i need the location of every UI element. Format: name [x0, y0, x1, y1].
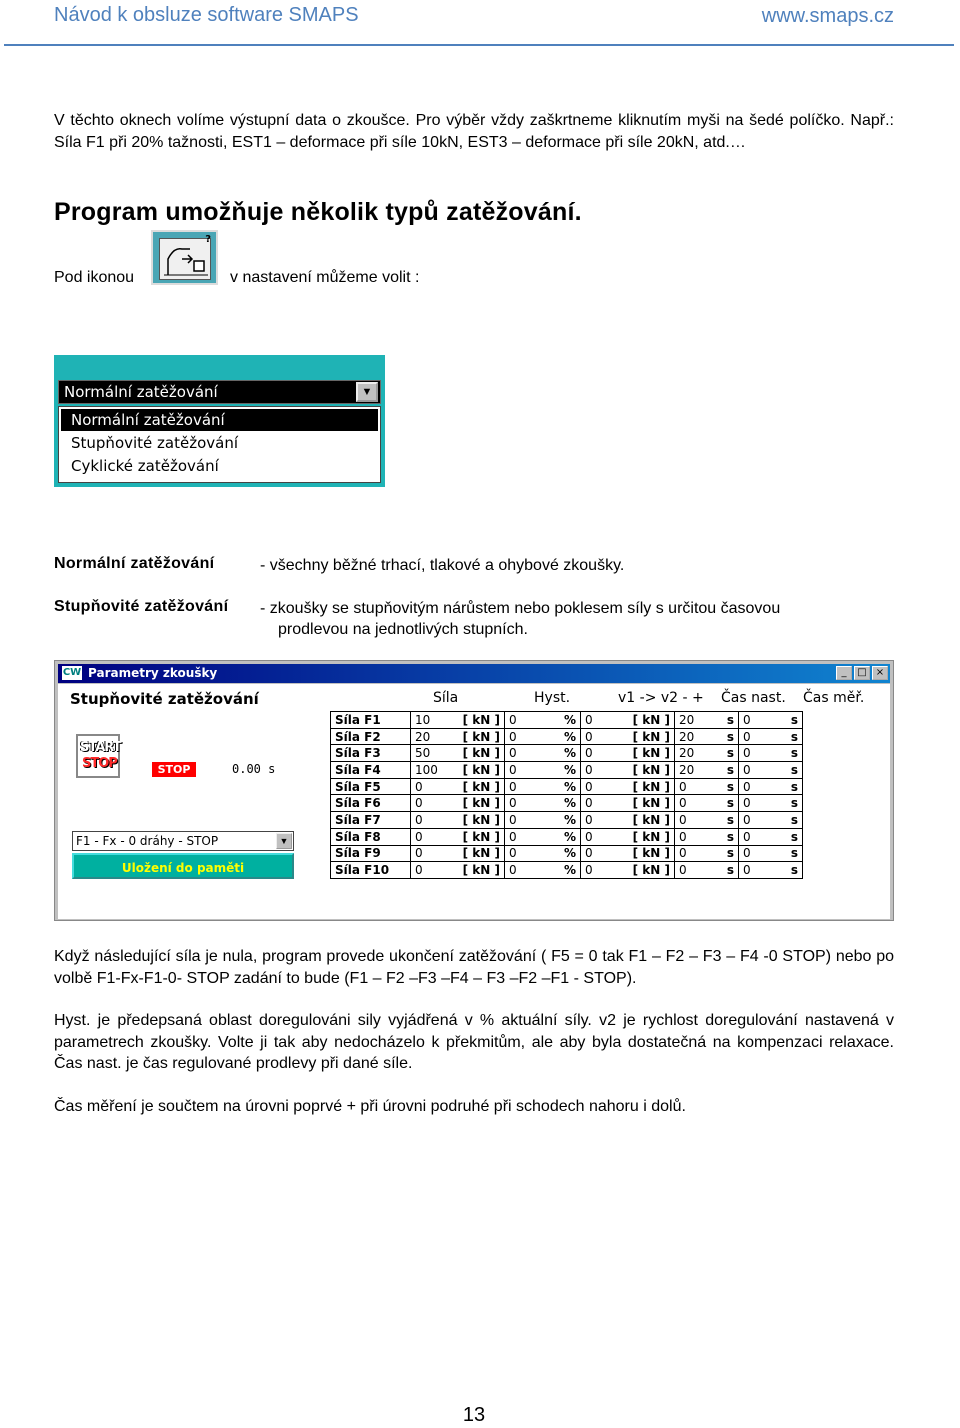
cell-tnu: s — [715, 795, 739, 812]
cell-hu: % — [551, 762, 581, 779]
cell-tn[interactable]: 20 — [675, 762, 715, 779]
cell-vu: [ kN ] — [621, 712, 675, 729]
column-header-set-time: Čas nast. — [721, 690, 786, 706]
cell-vu: [ kN ] — [621, 745, 675, 762]
cell-force[interactable]: 100 — [411, 762, 451, 779]
cell-tnu: s — [715, 745, 739, 762]
window-titlebar — [58, 664, 890, 683]
save-to-memory-button[interactable]: Uložení do paměti — [72, 853, 294, 879]
cell-hyst[interactable]: 0 — [505, 778, 551, 795]
table-row — [331, 828, 803, 845]
cell-tn[interactable]: 20 — [675, 728, 715, 745]
table-row — [331, 778, 803, 795]
cell-name: Síla F9 — [331, 845, 411, 862]
chevron-down-icon[interactable]: ▼ — [356, 382, 378, 402]
cell-force[interactable]: 0 — [411, 862, 451, 879]
cell-hu: % — [551, 745, 581, 762]
close-icon[interactable]: × — [872, 666, 888, 680]
start-label: START — [80, 740, 121, 755]
stop-label: STOP — [82, 756, 117, 771]
cell-tmu: s — [779, 712, 803, 729]
cell-tn[interactable]: 20 — [675, 712, 715, 729]
section-heading: Program umožňuje několik typů zatěžování. — [54, 198, 582, 226]
cell-vu: [ kN ] — [621, 762, 675, 779]
cell-tm[interactable]: 0 — [739, 862, 779, 879]
cell-fu: [ kN ] — [451, 762, 505, 779]
table-row — [331, 762, 803, 779]
cell-hyst[interactable]: 0 — [505, 728, 551, 745]
loading-type-dropdown — [54, 355, 385, 487]
load-curve-icon — [160, 239, 212, 281]
cell-hu: % — [551, 795, 581, 812]
definition-text-normal: - všechny běžné trhací, tlakové a ohybové zkoušky. — [260, 557, 625, 574]
cell-tmu: s — [779, 845, 803, 862]
minimize-icon[interactable]: _ — [836, 666, 852, 680]
cell-fu: [ kN ] — [451, 862, 505, 879]
cell-v[interactable]: 0 — [581, 795, 621, 812]
table-row — [331, 712, 803, 729]
cell-tmu: s — [779, 795, 803, 812]
cell-tn[interactable]: 0 — [675, 812, 715, 829]
cell-tn[interactable]: 0 — [675, 778, 715, 795]
sequence-select[interactable] — [72, 831, 294, 851]
cell-hu: % — [551, 728, 581, 745]
cell-hyst[interactable]: 0 — [505, 812, 551, 829]
cell-tn[interactable]: 0 — [675, 795, 715, 812]
cell-hyst[interactable]: 0 — [505, 828, 551, 845]
cell-force[interactable]: 0 — [411, 795, 451, 812]
cell-hu: % — [551, 712, 581, 729]
cell-v[interactable]: 0 — [581, 745, 621, 762]
cell-tnu: s — [715, 762, 739, 779]
cell-hyst[interactable]: 0 — [505, 795, 551, 812]
cell-force[interactable]: 0 — [411, 828, 451, 845]
cell-tmu: s — [779, 862, 803, 879]
intro-paragraph: V těchto oknech volíme výstupní data o zkoušce. Pro výběr vždy zaškrtneme kliknutím myši na šedé políčko. Např.: Síla F1 při 20% tažnosti, EST1 – deformace při síle 10kN, EST3 – deformace při síle 20kN, atd.… — [54, 112, 894, 151]
paragraph-hysteresis: Hyst. je předepsaná oblast doregulováni sily vyjádřená v % aktuální síly. v2 je rychlost doregulování nastavená v parametrech zkoušky. Volte ji tak aby nedocházelo k překmitům, ale aby byla dostatečná na kompenzaci relaxace. Čas nast. je čas regulované prodlevy při dané síle. — [54, 1012, 894, 1072]
cell-v[interactable]: 0 — [581, 762, 621, 779]
test-parameters-window — [54, 660, 894, 921]
cell-tmu: s — [779, 812, 803, 829]
cell-force[interactable]: 0 — [411, 812, 451, 829]
cell-tnu: s — [715, 778, 739, 795]
status-badge: STOP — [152, 762, 196, 777]
definition-label-normal: Normální zatěžování — [54, 555, 215, 572]
page-number: 13 — [462, 1404, 486, 1426]
load-settings-icon[interactable]: ? — [151, 230, 218, 285]
cell-hyst[interactable]: 0 — [505, 845, 551, 862]
cell-tnu: s — [715, 728, 739, 745]
cell-tn[interactable]: 0 — [675, 862, 715, 879]
elapsed-time: 0.00 s — [232, 762, 276, 776]
cell-name: Síla F4 — [331, 762, 411, 779]
cell-fu: [ kN ] — [451, 745, 505, 762]
cell-name: Síla F8 — [331, 828, 411, 845]
cell-fu: [ kN ] — [451, 795, 505, 812]
selected-loading-type: Normální zatěžování — [64, 383, 218, 401]
loading-type-select[interactable] — [58, 380, 381, 404]
cell-tm[interactable]: 0 — [739, 845, 779, 862]
cell-fu: [ kN ] — [451, 812, 505, 829]
cell-tm[interactable]: 0 — [739, 745, 779, 762]
cell-v[interactable]: 0 — [581, 862, 621, 879]
sequence-value: F1 - Fx - 0 dráhy - STOP — [76, 834, 219, 848]
cell-vu: [ kN ] — [621, 862, 675, 879]
cell-force[interactable]: 0 — [411, 778, 451, 795]
cell-name: Síla F1 — [331, 712, 411, 729]
loading-type-options — [58, 406, 381, 483]
cell-tmu: s — [779, 728, 803, 745]
cell-fu: [ kN ] — [451, 778, 505, 795]
cell-fu: [ kN ] — [451, 712, 505, 729]
cell-tmu: s — [779, 828, 803, 845]
option-cyclic[interactable]: Cyklické zatěžování — [71, 457, 219, 475]
cell-hu: % — [551, 778, 581, 795]
cell-name: Síla F6 — [331, 795, 411, 812]
cell-vu: [ kN ] — [621, 795, 675, 812]
cell-tnu: s — [715, 812, 739, 829]
cell-v[interactable]: 0 — [581, 728, 621, 745]
cell-vu: [ kN ] — [621, 728, 675, 745]
loading-mode-title: Stupňovité zatěžování — [70, 690, 259, 708]
cell-v[interactable]: 0 — [581, 812, 621, 829]
cell-tn[interactable]: 20 — [675, 745, 715, 762]
icon-line-suffix: v nastavení můžeme volit : — [230, 269, 420, 286]
column-header-force: Síla — [433, 690, 459, 706]
option-normal[interactable]: Normální zatěžování — [61, 409, 378, 431]
maximize-icon[interactable]: □ — [854, 666, 870, 680]
cell-tm[interactable]: 0 — [739, 812, 779, 829]
cell-force[interactable]: 20 — [411, 728, 451, 745]
column-header-hyst: Hyst. — [534, 690, 571, 706]
cell-force[interactable]: 50 — [411, 745, 451, 762]
cell-hu: % — [551, 845, 581, 862]
cell-fu: [ kN ] — [451, 728, 505, 745]
cell-tnu: s — [715, 828, 739, 845]
table-row — [331, 812, 803, 829]
option-stepped[interactable]: Stupňovité zatěžování — [71, 434, 239, 452]
column-header-measure-time: Čas měř. — [803, 690, 865, 706]
app-logo: CW — [62, 667, 82, 678]
header-divider — [4, 44, 954, 46]
cell-tmu: s — [779, 745, 803, 762]
cell-tm[interactable]: 0 — [739, 778, 779, 795]
cell-force[interactable]: 10 — [411, 712, 451, 729]
cell-force[interactable]: 0 — [411, 845, 451, 862]
table-row — [331, 728, 803, 745]
cell-vu: [ kN ] — [621, 845, 675, 862]
cell-tm[interactable]: 0 — [739, 762, 779, 779]
cell-name: Síla F2 — [331, 728, 411, 745]
cell-v[interactable]: 0 — [581, 845, 621, 862]
definition-text-stepped-cont: prodlevou na jednotlivých stupních. — [278, 621, 528, 638]
cell-tnu: s — [715, 862, 739, 879]
cell-tnu: s — [715, 845, 739, 862]
cell-name: Síla F7 — [331, 812, 411, 829]
cell-tm[interactable]: 0 — [739, 795, 779, 812]
cell-vu: [ kN ] — [621, 778, 675, 795]
definition-label-stepped: Stupňovité zatěžování — [54, 598, 229, 615]
cell-hu: % — [551, 862, 581, 879]
cell-name: Síla F3 — [331, 745, 411, 762]
cell-v[interactable]: 0 — [581, 778, 621, 795]
table-row — [331, 795, 803, 812]
website-url[interactable]: www.smaps.cz — [761, 5, 894, 27]
cell-hyst[interactable]: 0 — [505, 862, 551, 879]
cell-hyst[interactable]: 0 — [505, 762, 551, 779]
cell-v[interactable]: 0 — [581, 712, 621, 729]
cell-name: Síla F10 — [331, 862, 411, 879]
start-stop-button[interactable] — [76, 734, 120, 778]
cell-tm[interactable]: 0 — [739, 712, 779, 729]
cell-name: Síla F5 — [331, 778, 411, 795]
cell-hu: % — [551, 812, 581, 829]
cell-tmu: s — [779, 778, 803, 795]
cell-vu: [ kN ] — [621, 828, 675, 845]
force-steps-table — [330, 711, 803, 879]
cell-tnu: s — [715, 712, 739, 729]
definition-text-stepped: - zkoušky se stupňovitým nárůstem nebo poklesem síly s určitou časovou — [260, 600, 781, 617]
cell-tn[interactable]: 0 — [675, 845, 715, 862]
cell-hyst[interactable]: 0 — [505, 745, 551, 762]
cell-v[interactable]: 0 — [581, 828, 621, 845]
cell-tmu: s — [779, 762, 803, 779]
cell-hyst[interactable]: 0 — [505, 712, 551, 729]
column-header-speed: v1 -> v2 - + — [618, 690, 704, 706]
cell-tn[interactable]: 0 — [675, 828, 715, 845]
cell-fu: [ kN ] — [451, 845, 505, 862]
cell-vu: [ kN ] — [621, 812, 675, 829]
icon-line-prefix: Pod ikonou — [54, 269, 135, 286]
cell-fu: [ kN ] — [451, 828, 505, 845]
cell-hu: % — [551, 828, 581, 845]
paragraph-measure-time: Čas měření je součtem na úrovni poprvé + při úrovni podruhé při schodech nahoru i dolů. — [54, 1098, 686, 1115]
table-row — [331, 845, 803, 862]
document-title: Návod k obsluze software SMAPS — [54, 4, 359, 26]
window-title: Parametry zkoušky — [88, 666, 218, 680]
table-row — [331, 745, 803, 762]
paragraph-zero-force: Když následující síla je nula, program provede ukončení zatěžování ( F5 = 0 tak F1 – F2 – F3 – F4 -0 STOP) nebo po volbě F1-Fx-F1-0- STOP zadání to bude (F1 – F2 –F3 –F4 – F3 –F2 –F1 - STOP). — [54, 948, 894, 987]
chevron-down-icon[interactable]: ▼ — [276, 833, 292, 849]
cell-tm[interactable]: 0 — [739, 728, 779, 745]
window-body — [58, 684, 890, 919]
table-row — [331, 862, 803, 879]
cell-tm[interactable]: 0 — [739, 828, 779, 845]
